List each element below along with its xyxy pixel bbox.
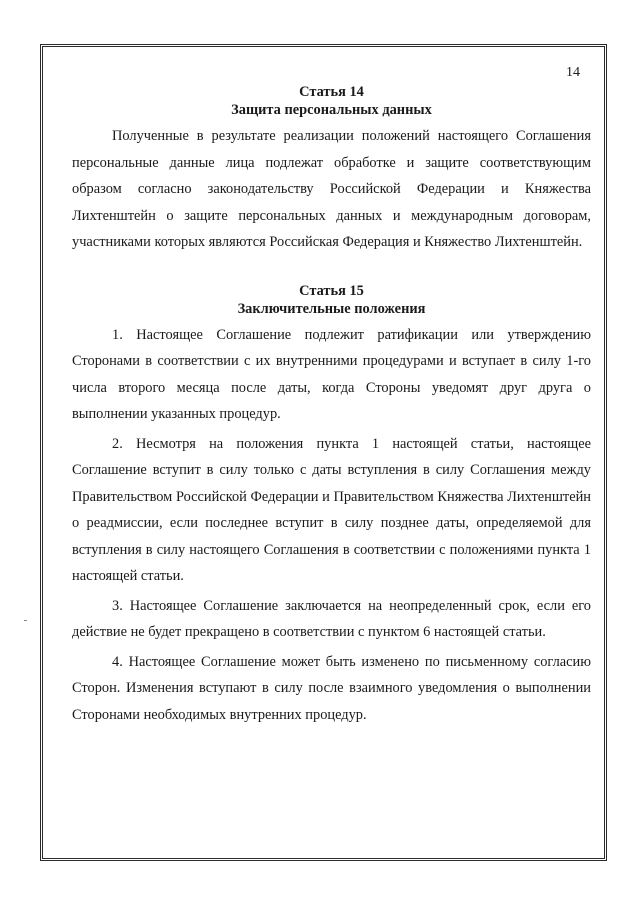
article-title: Заключительные положения bbox=[237, 300, 426, 317]
article-14 bbox=[72, 83, 591, 256]
paragraph: 1. Настоящее Соглашение подлежит ратификации или утверждению Сторонами в соответствии с их внутренними процедурами и вступает в силу 1-го числа второго месяца после даты, когда Стороны уведомят друг друга о выполнении указанных процедур. bbox=[72, 326, 591, 422]
page-frame bbox=[40, 44, 607, 861]
paragraph: 4. Настоящее Соглашение может быть изменено по письменному согласию Сторон. Изменения вступают в силу после взаимного уведомления о выполнении Сторонами необходимых внутренних процедур. bbox=[72, 653, 591, 723]
paragraph: Полученные в результате реализации положений настоящего Соглашения персональные данные лица подлежат обработке и защите соответствующим образом согласно законодательству Российской Федерации и Княжества Лихтенштейн о защите персональных данных и международным договорам, участниками которых являются Российская Федерация и Княжество Лихтенштейн. bbox=[72, 128, 591, 250]
page-number: 14 bbox=[566, 65, 580, 80]
paragraph: 3. Настоящее Соглашение заключается на неопределенный срок, если его действие не будет прекращено в соответствии с пунктом 6 настоящей статьи. bbox=[72, 597, 591, 640]
article-number: Статья 14 bbox=[299, 84, 364, 100]
article-title: Защита персональных данных bbox=[231, 102, 432, 118]
page-content bbox=[72, 83, 591, 728]
scan-artifact bbox=[24, 620, 27, 621]
article-number: Статья 15 bbox=[299, 282, 364, 299]
article-15 bbox=[72, 282, 591, 729]
paragraph: 2. Несмотря на положения пункта 1 настоящей статьи, настоящее Соглашение вступит в силу только с даты вступления в силу Соглашения между Правительством Российской Федерации и Правительством Княжества Лихтенштейн о реадмиссии, если последнее вступит в силу позднее даты, определяемой для вступления в силу настоящего Соглашения в соответствии с положениями пункта 1 настоящей статьи. bbox=[72, 435, 591, 584]
